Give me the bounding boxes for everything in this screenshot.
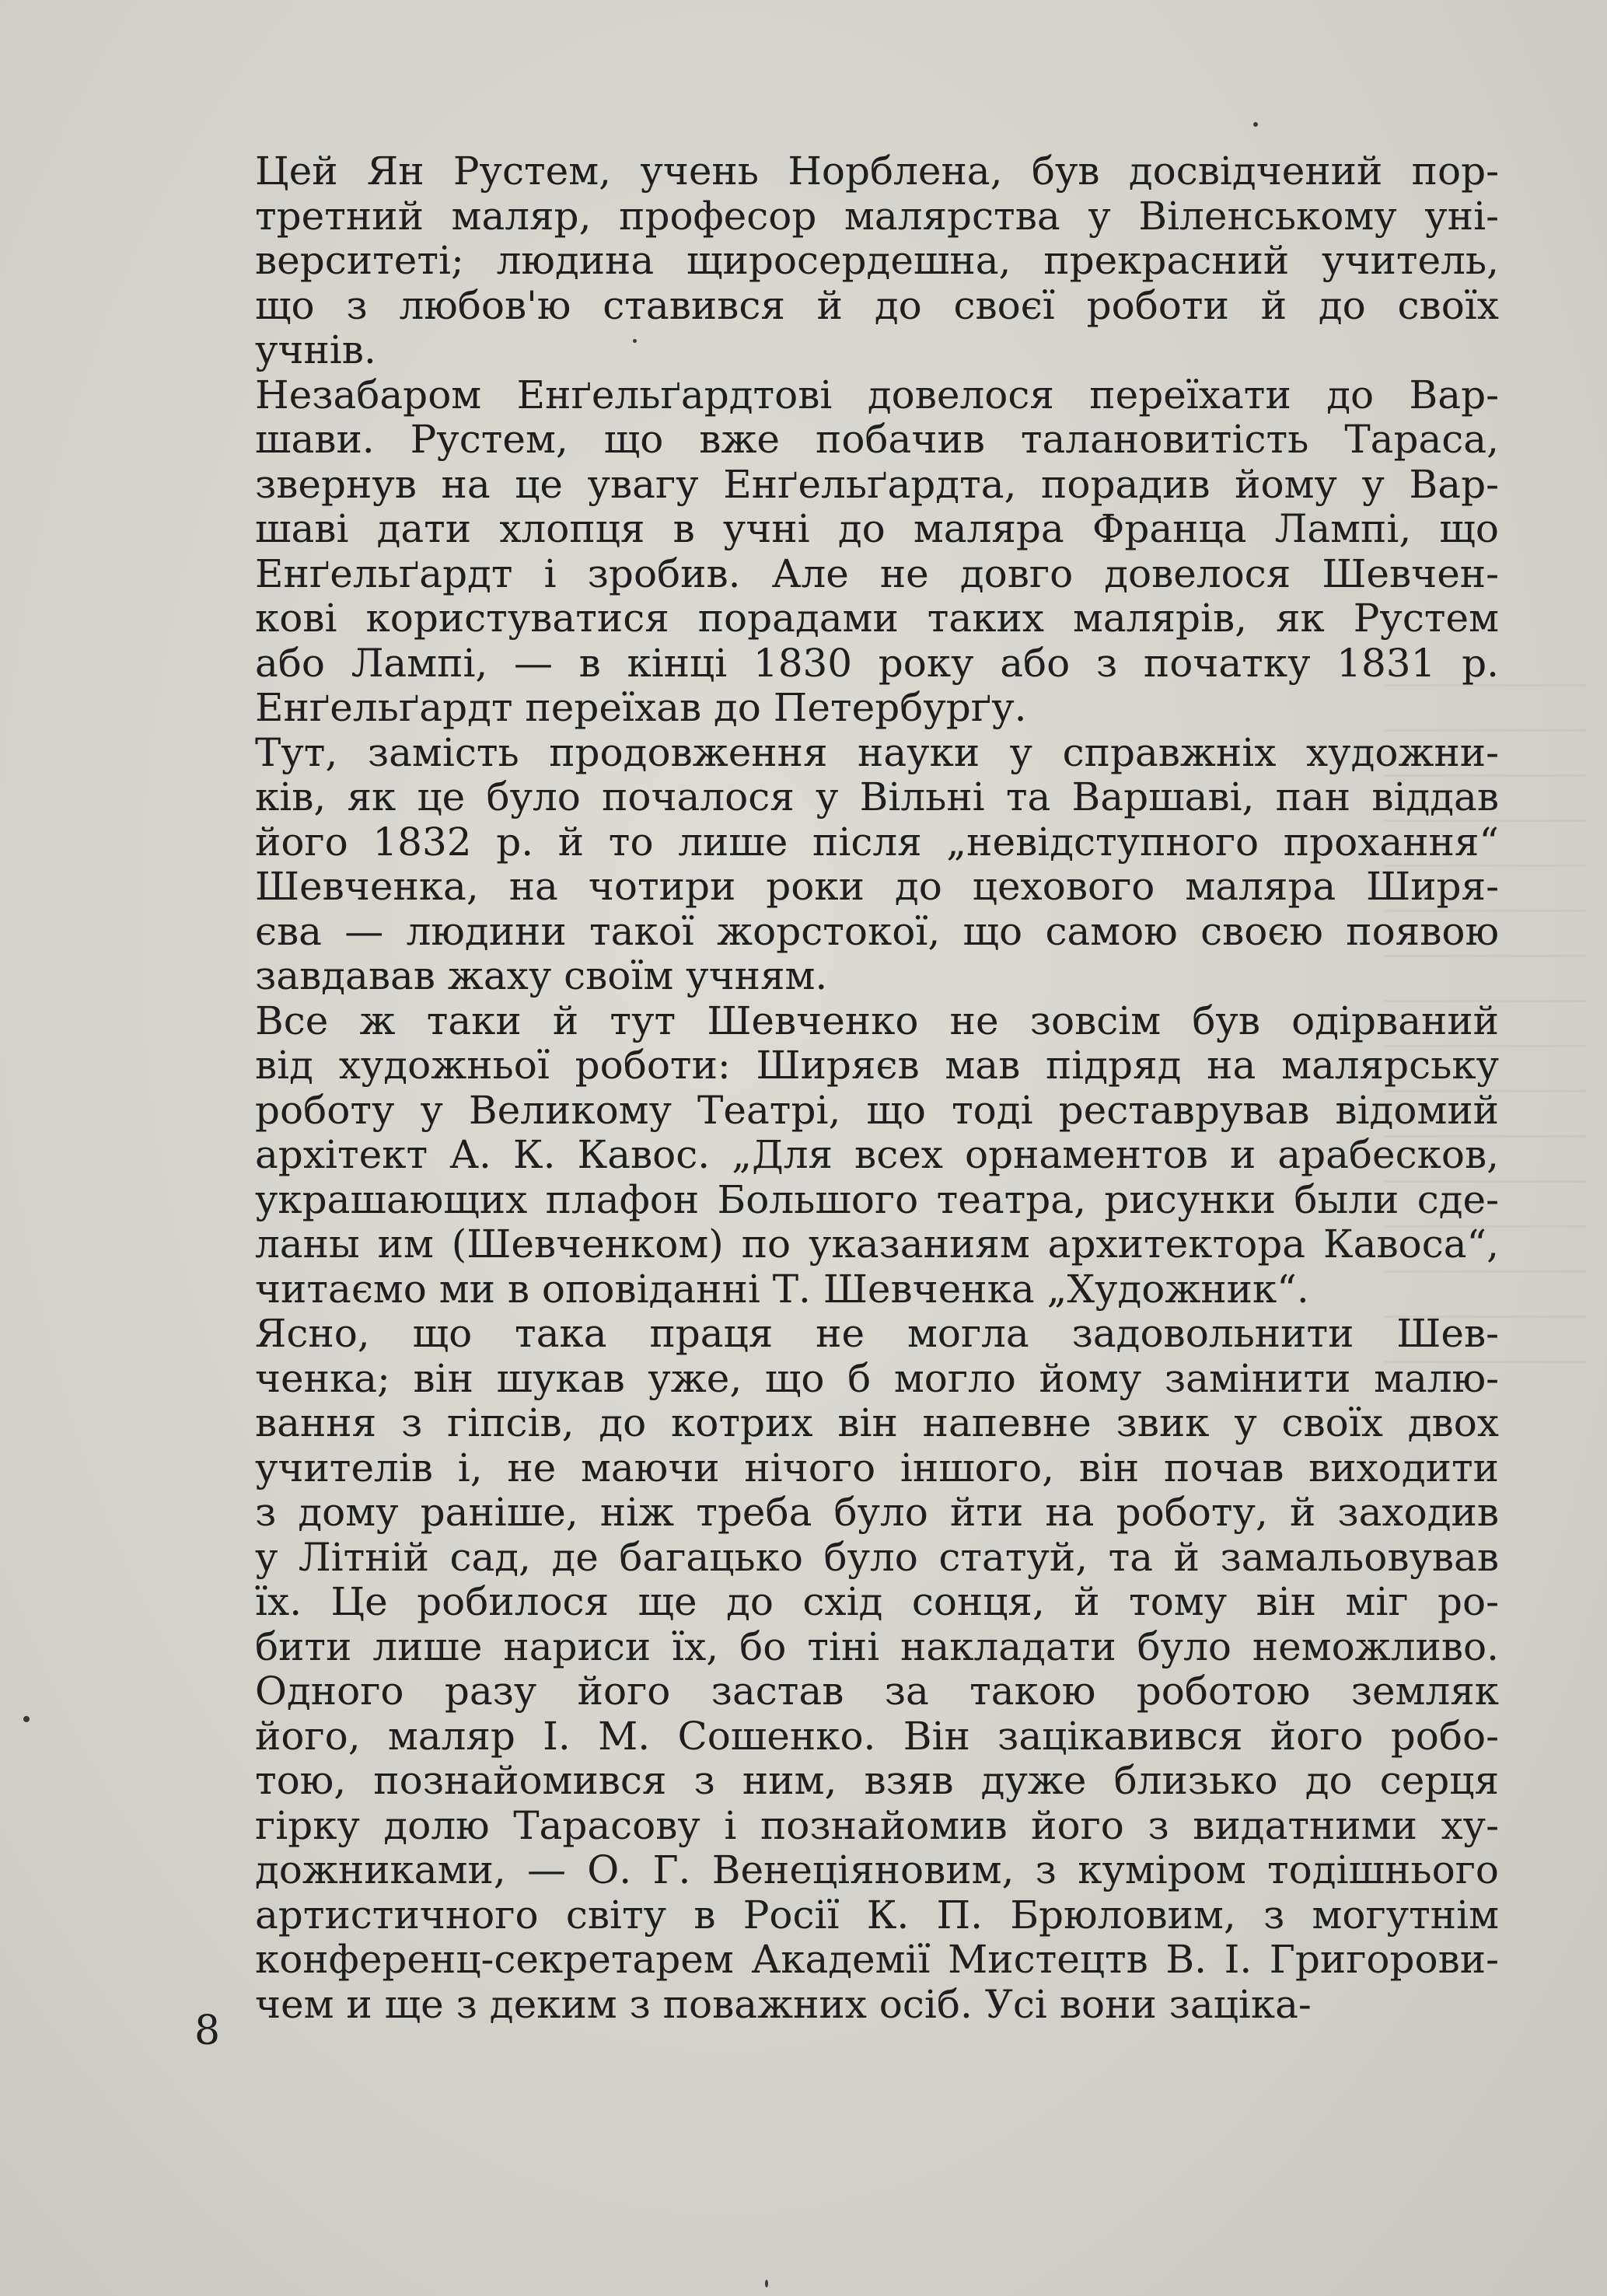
text-line: або Лампі, — в кінці 1830 року або з початку 1831 р.: [255, 640, 1499, 686]
text-line: від художньої роботи: Ширяєв мав підряд на малярську: [255, 1043, 1499, 1088]
ink-speck: [1253, 122, 1258, 127]
text-line: тою, познайомився з ним, взяв дуже близько до серця: [255, 1758, 1499, 1803]
paragraph: [255, 999, 1499, 1312]
text-line: його, маляр І. М. Сошенко. Він зацікавився його робо-: [255, 1713, 1499, 1759]
text-line: єва — людини такої жорстокої, що самою своєю появою: [255, 908, 1499, 954]
text-line: конференц-секретарем Академії Мистецтв В. І. Григорови-: [255, 1937, 1499, 1982]
text-line: Ясно, що така праця не могла задовольнити Шев-: [255, 1311, 1499, 1356]
paragraph: [255, 1312, 1499, 2027]
text-line: Цей Ян Рустем, учень Норблена, був досвідчений пор-: [255, 149, 1499, 194]
paragraph: [255, 373, 1499, 731]
text-line: гірку долю Тарасову і познайомив його з видатними ху-: [255, 1802, 1499, 1848]
text-line: їх. Це робилося ще до схід сонця, й тому він міг ро-: [255, 1579, 1499, 1624]
text-line: вання з гіпсів, до котрих він напевне звик у своїх двох: [255, 1400, 1499, 1445]
text-line: третний маляр, професор малярства у Віленському уні-: [255, 193, 1499, 239]
page-number: 8: [194, 2008, 221, 2054]
text-line: у Літній сад, де багацько було статуй, та й замальовував: [255, 1534, 1499, 1580]
text-line: шави. Рустем, що вже побачив талановитість Тараса,: [255, 417, 1499, 462]
ink-speck: [765, 2280, 768, 2287]
text-line: його 1832 р. й то лише після „невідступного прохання“: [255, 819, 1499, 865]
text-line: кові користуватися порадами таких малярів, як Рустем: [255, 596, 1499, 641]
text-line: завдавав жаху своїм учням.: [255, 953, 828, 998]
text-line: читаємо ми в оповіданні Т. Шевченка „Художник“.: [255, 1266, 1309, 1312]
body-text: [255, 149, 1499, 2027]
text-line: що з любов'ю ставився й до своєї роботи й до своїх: [255, 282, 1499, 328]
ink-speck: [23, 1716, 30, 1722]
text-line: чем и ще з деким з поважних осіб. Усі вони заціка-: [255, 1981, 1312, 2027]
text-line: Одного разу його застав за такою роботою земляк: [255, 1669, 1499, 1714]
text-line: Все ж таки й тут Шевченко не зовсім був одірваний: [255, 998, 1499, 1043]
paragraph: [255, 731, 1499, 999]
paragraph: [255, 149, 1499, 373]
text-line: верситеті; людина щиросердешна, прекрасний учитель,: [255, 238, 1499, 283]
text-line: шаві дати хлопця в учні до маляра Франца Лампі, що: [255, 506, 1499, 551]
text-line: ків, як це було почалося у Вільні та Варшаві, пан віддав: [255, 774, 1499, 820]
text-line: дожниками, — О. Г. Венеціяновим, з куміром тодішнього: [255, 1847, 1499, 1892]
text-line: ланы им (Шевченком) по указаниям архитектора Кавоса“,: [255, 1221, 1499, 1267]
text-line: учнів.: [255, 327, 376, 372]
text-line: учителів і, не маючи нічого іншого, він почав виходити: [255, 1445, 1499, 1490]
text-line: Тут, замість продовження науки у справжніх художни-: [255, 729, 1499, 775]
text-line: Шевченка, на чотири роки до цехового маляра Ширя-: [255, 864, 1499, 909]
text-line: з дому раніше, ніж треба було йти на роботу, й заходив: [255, 1490, 1499, 1535]
text-line: архітект А. К. Кавос. „Для всех орнаментов и арабесков,: [255, 1132, 1499, 1177]
text-line: украшающих плафон Большого театра, рисунки были сде-: [255, 1176, 1499, 1222]
text-line: Енґельґардт і зробив. Але не довго довелося Шевчен-: [255, 550, 1499, 596]
text-line: ченка; він шукав уже, що б могло йому замінити малю-: [255, 1355, 1499, 1401]
text-line: артистичного світу в Росії К. П. Брюловим, з могутнім: [255, 1892, 1499, 1938]
text-line: звернув на це увагу Енґельґардта, порадив йому у Вар-: [255, 461, 1499, 507]
text-line: роботу у Великому Театрі, що тоді реставрував відомий: [255, 1087, 1499, 1133]
text-line: Незабаром Енґельґардтові довелося переїхати до Вар-: [255, 372, 1499, 418]
text-line: бити лише нариси їх, бо тіні накладати було неможливо.: [255, 1623, 1499, 1669]
text-line: Енґельґардт переїхав до Петербурґу.: [255, 685, 1027, 730]
